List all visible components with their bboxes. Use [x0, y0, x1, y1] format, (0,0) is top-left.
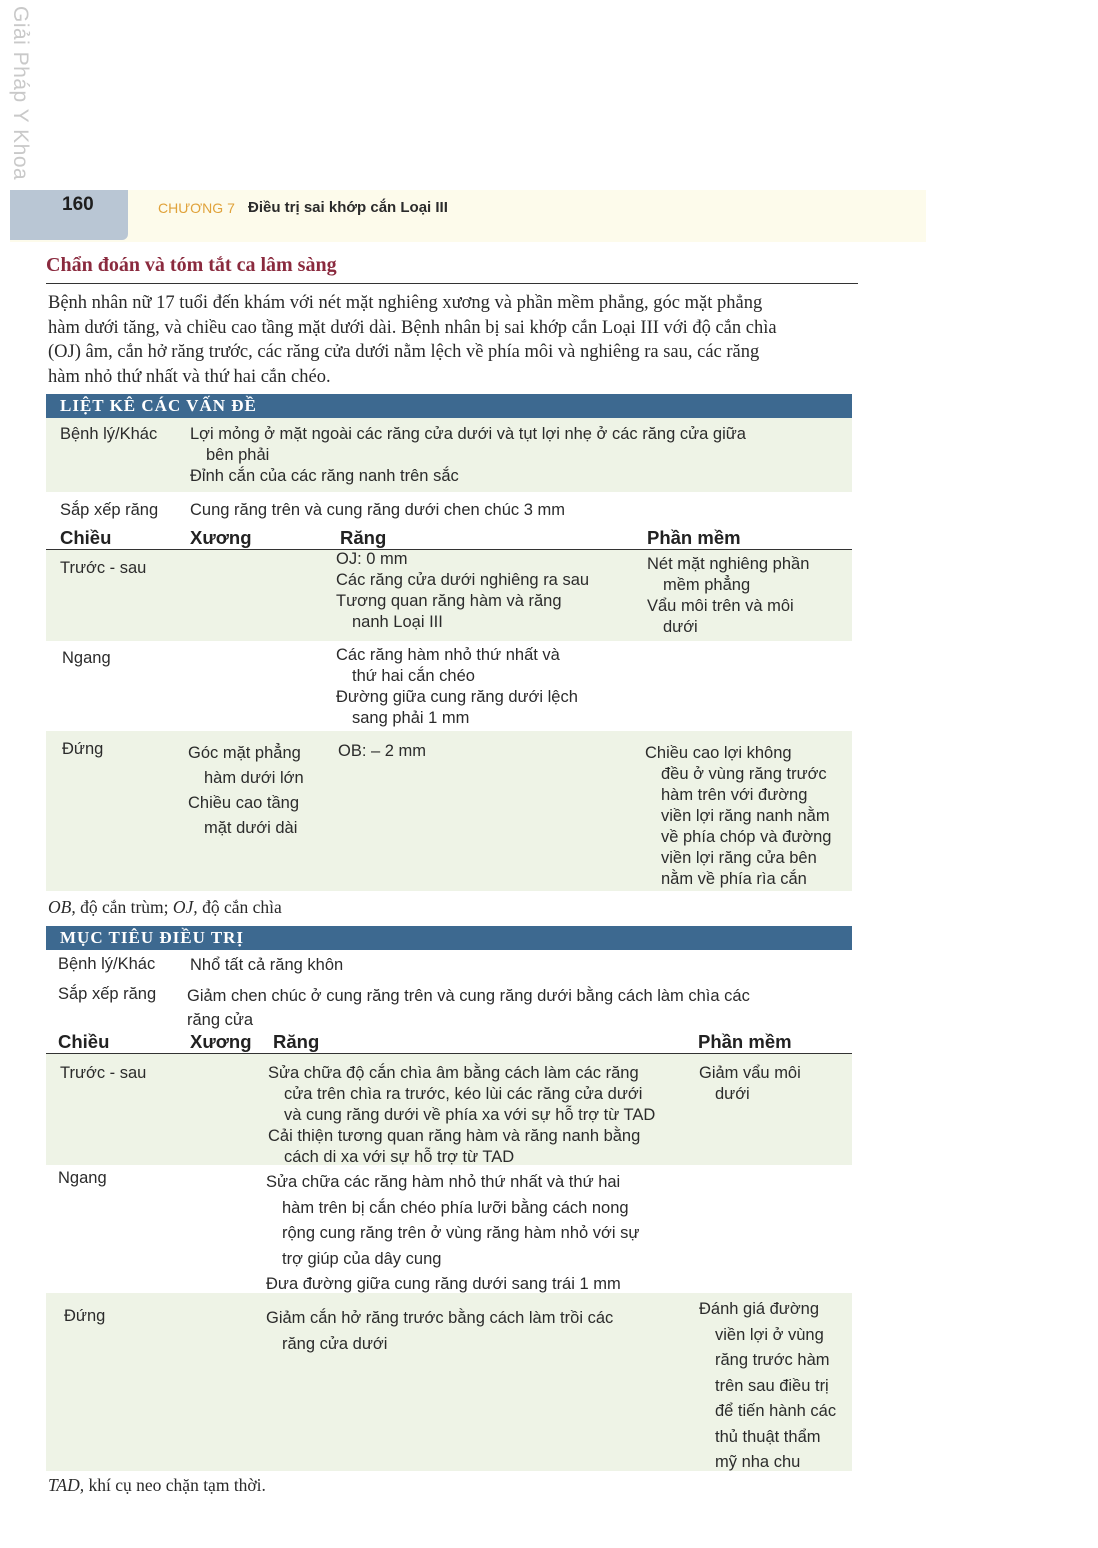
goals-pathology-text: Nhổ tất cả răng khôn [190, 956, 344, 974]
problem-alignment-label: Sắp xếp răng [60, 501, 159, 519]
problem-header-dimension: Chiều [60, 527, 112, 548]
problem-ap-soft: Nét mặt nghiêng phần mềm phẳng Vẩu môi trên và môi dưới [647, 555, 810, 636]
problem-pathology-label: Bệnh lý/Khác [60, 425, 158, 443]
problem-pathology-text: Lợi mỏng ở mặt ngoài các răng cửa dưới và tụt lợi nhẹ ở các răng cửa giữa bên phải Đỉnh cắn của các răng nanh trên sắc [190, 425, 746, 485]
problem-vertical-skeletal: Góc mặt phẳng hàm dưới lớn Chiều cao tầng mặt dưới dài [188, 744, 304, 837]
goals-bar: MỤC TIÊU ĐIỀU TRỊ [46, 926, 852, 950]
goals-alignment-text: Giảm chen chúc ở cung răng trên và cung răng dưới bằng cách làm chìa các răng cửa [187, 987, 750, 1029]
problem-alignment-text: Cung răng trên và cung răng dưới chen chúc 3 mm [190, 501, 565, 519]
goals-header-skeletal: Xương [190, 1031, 252, 1052]
goals-header-soft: Phần mềm [698, 1031, 792, 1052]
paragraph-line: hàm nhỏ thứ nhất và thứ hai cắn chéo. [48, 366, 331, 387]
goals-ap-soft: Giảm vẩu môi dưới [699, 1064, 801, 1103]
chapter-title: Điều trị sai khớp cắn Loại III [248, 199, 448, 216]
goals-alignment-label: Sắp xếp răng [58, 985, 157, 1003]
problem-header-skeletal: Xương [190, 527, 252, 548]
goals-ap-teeth: Sửa chữa độ cắn chìa âm bằng cách làm các răng cửa trên chìa ra trước, kéo lùi các răng cửa dưới và cung răng dưới về phía xa với sự hỗ trợ từ TAD Cải thiện tương quan răng hàm và răng nanh bằng cách di xa với sự hỗ trợ từ TAD [268, 1064, 656, 1166]
problem-header-dental: Răng [340, 527, 387, 548]
goals-transverse-teeth: Sửa chữa các răng hàm nhỏ thứ nhất và thứ hai hàm trên bị cắn chéo phía lưỡi bằng cách nong rộng cung răng trên ở vùng răng hàm nhỏ với sự trợ giúp của dây cung Đưa đường giữa cung răng dưới sang trái 1 mm [266, 1173, 640, 1293]
paragraph-line: (OJ) âm, cắn hở răng trước, các răng cửa dưới nằm lệch về phía môi và nghiêng ra sau, các răng [48, 342, 760, 362]
problem-ap-label: Trước - sau [60, 559, 147, 577]
chapter-label: CHƯƠNG 7 [158, 200, 235, 216]
goals-pathology-label: Bệnh lý/Khác [58, 955, 156, 973]
problem-header-soft: Phần mềm [647, 527, 741, 548]
problem-vertical-teeth: OB: – 2 mm [338, 742, 427, 760]
watermark: Giải Pháp Y Khoa [9, 6, 32, 181]
page-number: 160 [62, 194, 94, 215]
goals-header-dimension: Chiều [58, 1031, 110, 1052]
paragraph-line: Bệnh nhân nữ 17 tuổi đến khám với nét mặt nghiêng xương và phần mềm phẳng, góc mặt phẳng [48, 293, 763, 313]
goals-vertical-label: Đứng [64, 1307, 106, 1325]
section-rule [46, 283, 858, 284]
problem-transverse-label: Ngang [62, 649, 111, 667]
goals-header-dental: Răng [273, 1031, 320, 1052]
goals-vertical-teeth: Giảm cắn hở răng trước bằng cách làm trồi các răng cửa dưới [266, 1309, 614, 1353]
goals-transverse-label: Ngang [58, 1169, 107, 1187]
goals-vertical-soft: Đánh giá đường viền lợi ở vùng răng trước hàm trên sau điều trị để tiến hành các thủ thuật thẩm mỹ nha chu [699, 1300, 837, 1471]
paragraph-line: hàm dưới tăng, và chiều cao tầng mặt dưới dài. Bệnh nhân bị sai khớp cắn Loại III với độ cắn chìa [48, 317, 777, 338]
problem-ap-teeth: OJ: 0 mm Các răng cửa dưới nghiêng ra sau Tương quan răng hàm và răng nanh Loại III [336, 550, 590, 631]
problem-footnote: OB, độ cắn trùm; OJ, độ cắn chìa [48, 897, 282, 917]
goals-ap-label: Trước - sau [60, 1064, 147, 1082]
problem-vertical-label: Đứng [62, 740, 104, 758]
header-band [10, 190, 926, 242]
problem-list-bar: LIỆT KÊ CÁC VẤN ĐỀ [46, 394, 852, 418]
problem-transverse-teeth: Các răng hàm nhỏ thứ nhất và thứ hai cắn chéo Đường giữa cung răng dưới lệch sang phải 1 mm [336, 646, 578, 727]
goals-footnote: TAD, khí cụ neo chặn tạm thời. [48, 1475, 266, 1495]
section-title: Chẩn đoán và tóm tắt ca lâm sàng [46, 254, 337, 276]
case-paragraph [48, 291, 860, 389]
problem-vertical-soft: Chiều cao lợi không đều ở vùng răng trước hàm trên với đường viền lợi răng nanh nằm về phía chóp và đường viền lợi răng cửa bên nằm về phía rìa cắn [645, 744, 832, 888]
